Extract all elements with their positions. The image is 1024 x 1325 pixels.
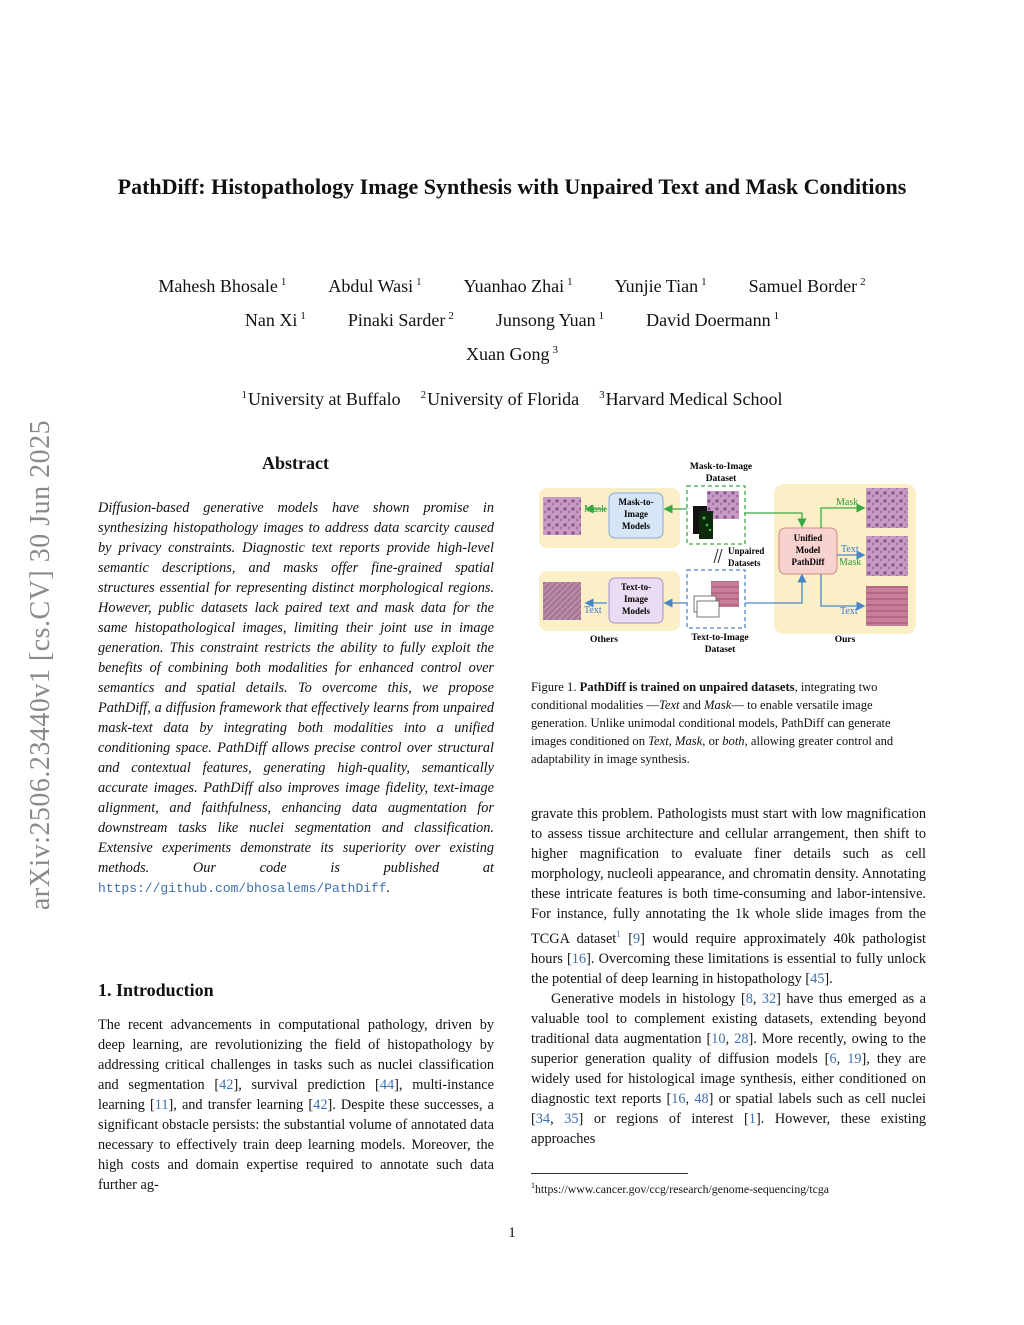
text-run: Generative models in histology [ <box>551 990 746 1007</box>
author-affiliation-mark: 2 <box>448 310 454 322</box>
footnote <box>531 1178 829 1197</box>
others-label: Others <box>590 635 618 645</box>
mask-model-label-3: Models <box>622 521 650 531</box>
text-model-label-3: Models <box>622 606 650 616</box>
text-run: ] or spatial labels such as cell nuclei [ <box>531 1090 927 1127</box>
citation-link[interactable]: 11 <box>154 1097 169 1113</box>
author-name <box>328 270 421 298</box>
author-affiliation-mark: 1 <box>416 276 422 288</box>
citation-link[interactable]: 48 <box>694 1090 709 1107</box>
affiliations <box>100 383 924 411</box>
mask-tag: Mask <box>836 497 859 508</box>
text-run: Mask <box>704 698 732 712</box>
author-name <box>348 304 454 332</box>
paragraph <box>531 989 926 1149</box>
citation-link[interactable]: 1 <box>748 1110 756 1127</box>
unified-label-2: Model <box>795 545 821 555</box>
figure-caption <box>531 678 926 768</box>
unified-label: Unified <box>793 533 823 543</box>
abstract-body <box>98 498 494 899</box>
text-run: , allowing greater control and adaptability in image synthesis. <box>531 734 894 766</box>
author-name <box>464 270 573 298</box>
text-run: ], multi-instance learning [ <box>98 1077 494 1113</box>
author-name-text: David Doermann <box>646 310 771 330</box>
author-name-text: Pinaki Sarder <box>347 310 446 330</box>
citation-link[interactable]: 44 <box>379 1077 395 1093</box>
text-run: — to enable versatile image generation. Unlike unimodal conditional models, PathDiff can generate images conditioned on <box>531 698 891 748</box>
text-run: Text <box>648 734 669 748</box>
caption-bold: PathDiff is trained on unpaired datasets <box>579 680 795 694</box>
text-dataset-label-2: Dataset <box>704 645 736 655</box>
text-run: ] would require approximately 40k pathologist hours [ <box>531 930 926 967</box>
citation-link[interactable]: 8 <box>745 990 753 1007</box>
author-affiliation-mark: 1 <box>280 276 287 288</box>
author-affiliation-mark: 1 <box>701 276 707 288</box>
text-tag: Text <box>840 606 858 617</box>
text-document-icon <box>697 601 719 617</box>
citation-link[interactable]: 45 <box>810 970 825 987</box>
affiliation-name: Harvard Medical School <box>605 389 783 409</box>
text-run: , <box>725 1030 735 1047</box>
generated-tissue-image <box>866 488 908 528</box>
footnote-divider <box>531 1173 688 1174</box>
authors-row <box>100 270 924 298</box>
author-affiliation-mark: 1 <box>598 310 605 322</box>
citation-link[interactable]: 42 <box>219 1077 234 1093</box>
abstract-heading: Abstract <box>262 453 329 473</box>
generated-tissue-image <box>866 536 908 576</box>
generated-tissue-image <box>543 497 581 535</box>
text-run: ]. Despite these successes, a significant obstacle persists: the substantial volume of annotated data necessary to effectively train deep learning models. Moreover, the high costs and domain expertise required to annotate such data further ag- <box>98 1097 494 1193</box>
text-dataset-label: Text-to-Image <box>691 633 749 643</box>
author-name-text: Mahesh Bhosale <box>158 276 278 296</box>
right-column-body <box>531 804 926 1149</box>
author-name-text: Samuel Border <box>748 276 858 296</box>
text-run: ]. <box>824 970 833 987</box>
ours-label: Ours <box>834 635 856 645</box>
figure-1 <box>531 458 923 658</box>
author-name-text: Yuanhao Zhai <box>463 276 565 296</box>
introduction-heading: 1. Introduction <box>98 980 214 1000</box>
text-run: , <box>668 734 675 748</box>
abstract-end: . <box>386 880 391 896</box>
affiliation <box>241 383 400 411</box>
text-run: , <box>550 1110 565 1127</box>
affiliation-name: University of Florida <box>427 389 580 409</box>
text-model-label: Text-to- <box>620 582 652 592</box>
paper-title: PathDiff: Histopathology Image Synthesis with Unpaired Text and Mask Conditions <box>117 174 907 199</box>
author-affiliation-mark: 3 <box>552 344 558 356</box>
author-affiliation-mark: 1 <box>300 310 306 322</box>
author-name <box>245 304 306 332</box>
author-name <box>496 304 604 332</box>
arxiv-stamp-text: arXiv:2506.23440v1 [cs.CV] 30 Jun 2025 <box>25 419 56 911</box>
text-run: The recent advancements in computational pathology, driven by deep learning, are revolutionizing the field of histopathology by addressing critical challenges in tasks such as nuclei classification and segmentation [ <box>98 1017 494 1093</box>
citation-link[interactable]: 34 <box>535 1110 551 1127</box>
abstract-text: Diffusion-based generative models have shown promise in synthesizing histopathology images to address data scarcity caused by privacy constraints. Diagnostic text reports provide high-level semantic descriptions, and masks offer fine-grained spatial structures essential for representing distinct morphological regions. However, public datasets lack paired text and mask data for the same histopathological images, limiting their joint use in image generation. This constraint restricts the ability to fully exploit the benefits of combining both modalities for enhanced control over semantics and spatial details. To overcome this, we propose PathDiff, a diffusion framework that effectively learns from unpaired mask-text data by integrating both modalities into a unified conditioning space. PathDiff allows precise control over structural and contextual features, generating high-quality, semantically accurate images. PathDiff also improves image fidelity, text-image alignment, and faithfulness, enhancing data augmentation for downstream tasks like nuclei segmentation and classification. Extensive experiments demonstrate its superiority over existing methods. Our code is published at <box>98 500 494 876</box>
mask-dataset-label-2: Dataset <box>705 474 737 484</box>
text-run: , <box>836 1050 848 1067</box>
text-run: , <box>752 990 762 1007</box>
author-name-text: Xuan Gong <box>466 344 550 364</box>
text-run: ]. More recently, owing to the superior generation quality of diffusion models [ <box>531 1030 927 1067</box>
text-run: , integrating two conditional modalities — <box>531 680 878 712</box>
text-run: ] have thus emerged as a valuable tool to complement existing datasets, extending beyond traditional data augmentation [ <box>531 990 926 1047</box>
citation-link[interactable]: 19 <box>847 1050 862 1067</box>
author-name <box>749 270 866 298</box>
citation-link[interactable]: 16 <box>671 1090 686 1107</box>
text-run: [ <box>620 930 633 947</box>
affiliation-number: 3 <box>599 389 605 401</box>
authors-row <box>100 338 924 366</box>
text-run: ], and transfer learning [ <box>168 1097 314 1113</box>
mask-tag: Mask <box>839 557 862 568</box>
mask-dataset-label: Mask-to-Image <box>689 462 753 472</box>
citation-link[interactable]: 10 <box>711 1030 726 1047</box>
figure-1-diagram <box>531 458 923 658</box>
unified-label-3: PathDiff <box>791 557 825 567</box>
mask-model-label-2: Image <box>624 509 648 519</box>
page-number: 1 <box>508 1225 516 1241</box>
author-name-text: Junsong Yuan <box>495 310 596 330</box>
text-run: ]. Overcoming these limitations is essential to fully unlock the potential of deep learning in histopathology [ <box>531 950 926 987</box>
citation-link[interactable]: 6 <box>829 1050 837 1067</box>
footnote-url[interactable]: https://www.cancer.gov/ccg/research/genome-sequencing/tcga <box>535 1182 830 1196</box>
affiliation-number: 2 <box>420 389 427 401</box>
citation-link[interactable]: 16 <box>571 950 587 967</box>
footnote-link[interactable]: 1 <box>616 929 621 939</box>
text-run: ], they are widely used for histological image synthesis, either conditioned on diagnostic text reports [ <box>531 1050 926 1107</box>
citation-link[interactable]: 35 <box>564 1110 579 1127</box>
author-name-text: Yunjie Tian <box>614 276 699 296</box>
author-affiliation-mark: 1 <box>773 310 780 322</box>
introduction-body <box>98 1015 494 1195</box>
text-run: ]. However, these existing approaches <box>531 1110 927 1147</box>
author-affiliation-mark: 2 <box>860 276 866 288</box>
mask-model-label: Mask-to- <box>618 497 654 507</box>
text-run: , or <box>702 734 723 748</box>
paragraph <box>531 804 926 989</box>
authors-row <box>100 304 924 332</box>
author-affiliation-mark: 1 <box>567 276 573 288</box>
generated-tissue-image <box>543 582 581 620</box>
mask-tag: Mask <box>584 504 607 515</box>
text-run: , <box>685 1090 695 1107</box>
affiliation-number: 1 <box>241 389 247 401</box>
author-name <box>158 270 286 298</box>
author-name <box>615 270 707 298</box>
text-run: gravate this problem. Pathologists must start with low magnification to assess tissue architecture and cellular arrangement, then shift to higher magnification to evaluate finer details such as cell morphology, nucleoli appearance, and chromatin density. Annotating these intricate features is both time-consuming and labor-intensive. For instance, fully annotating the 1k whole slide images from the TCGA dataset <box>531 806 926 947</box>
text-run: and <box>679 698 705 712</box>
author-name <box>466 338 558 366</box>
affiliation <box>421 383 579 411</box>
citation-link[interactable]: 28 <box>734 1030 749 1047</box>
footnote-mark: 1 <box>531 1181 535 1190</box>
citation-link[interactable]: 32 <box>761 990 777 1007</box>
text-run: Mask <box>675 734 703 748</box>
text-model-label-2: Image <box>624 594 648 604</box>
text-run: Text <box>659 698 680 712</box>
text-run: both <box>722 734 745 748</box>
author-name <box>646 304 779 332</box>
generated-tissue-image <box>866 586 908 626</box>
author-name-text: Nan Xi <box>244 310 298 330</box>
citation-link[interactable]: 42 <box>313 1097 328 1113</box>
caption-label: Figure 1. <box>531 680 580 694</box>
text-run: ], survival prediction [ <box>233 1077 380 1093</box>
unpaired-label: Unpaired <box>728 546 765 556</box>
affiliation <box>599 383 782 411</box>
unpaired-label-2: Datasets <box>728 558 761 568</box>
affiliation-name: University at Buffalo <box>247 389 401 409</box>
citation-link[interactable]: 9 <box>633 930 641 947</box>
code-link[interactable]: https://github.com/bhosalems/PathDiff <box>98 881 387 896</box>
text-tag: Text <box>584 605 602 616</box>
text-tag: Text <box>841 544 859 555</box>
text-run: ] or regions of interest [ <box>578 1110 749 1127</box>
author-name-text: Abdul Wasi <box>328 276 414 296</box>
